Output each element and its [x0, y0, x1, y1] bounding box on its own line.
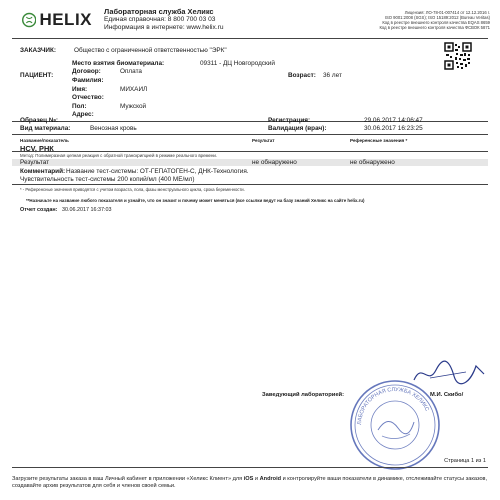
qr-code-icon	[444, 42, 472, 70]
place-value: 09311 - ДЦ Новгородский	[200, 60, 275, 67]
stamp-text: ЛАБОРАТОРНАЯ СЛУЖБА ХЕЛИКС	[356, 386, 430, 426]
patient-label: ПАЦИЕНТ:	[20, 72, 54, 79]
footer-text	[12, 476, 488, 490]
contract-label: Договор:	[72, 68, 101, 75]
comment-label: Комментарий:	[20, 168, 66, 175]
place-label: Место взятия биоматериала:	[72, 60, 165, 67]
footer-text-part-1: Загрузите результаты заказа в ваш Личный кабинет в приложении «Хеликс Клиент» для	[12, 476, 244, 482]
address-label: Адрес:	[72, 111, 94, 118]
material-label: Вид материала:	[20, 125, 71, 132]
material-value: Венозная кровь	[90, 125, 137, 132]
license-block	[310, 10, 490, 30]
license-line: Код в реестре внешнего контроля качества ФСВОК 5871	[379, 25, 490, 30]
age-label: Возраст:	[288, 72, 316, 79]
registration-value: 29.06.2017 14:06:47	[364, 117, 423, 124]
customer-label: ЗАКАЗЧИК:	[20, 47, 57, 54]
lab-contact-block	[104, 8, 224, 32]
header-divider	[12, 38, 488, 39]
comment-line-2: Чувствительность тест-системы 200 копий/мл (400 МЕ/мл)	[20, 176, 195, 183]
reference-note: * - Референсные значения приводятся с учетом возраста, пола, фазы менструального цикла, срока беременности.	[20, 187, 245, 192]
report-created-label: Отчет создан:	[20, 207, 58, 213]
footer-and: и	[253, 476, 260, 482]
sex-value: Мужской	[120, 103, 147, 110]
helix-logo	[22, 8, 92, 32]
sample-number-label: Образец №:	[20, 117, 59, 124]
table-row	[12, 159, 488, 166]
name-label: Имя:	[72, 86, 88, 93]
license-line: ISO 9001:2008 (SGS); ISO 15189:2012 (Bureau Veritas)	[384, 15, 490, 20]
head-of-lab-label: Заведующий лабораторией:	[262, 392, 345, 398]
customer-value: Общество с ограниченной ответственностью "ЭРК"	[74, 47, 227, 54]
lab-stamp-icon	[348, 378, 442, 472]
surname-label: Фамилия:	[72, 77, 104, 84]
column-reference-header: Референсные значения *	[350, 138, 408, 143]
license-line: Лицензия: ЛО-78-01-007414 от 12.12.2016 г.	[404, 10, 490, 15]
footer-android: Android	[259, 476, 282, 482]
result-row-name: Результат	[20, 159, 50, 166]
age-value: 36 лет	[323, 72, 342, 79]
validation-value: 30.06.2017 16:23:25	[364, 125, 423, 132]
brand-name: HELIX	[39, 10, 92, 29]
test-title: HCV, РНК	[20, 144, 54, 153]
report-created-value: 30.06.2017 16:37:03	[62, 207, 112, 213]
lab-phone: Единая справочная: 8 800 700 03 03	[104, 16, 216, 23]
patronymic-label: Отчество:	[72, 94, 104, 101]
result-row-value: не обнаружено	[252, 159, 297, 166]
column-result-header: Результат	[252, 138, 275, 143]
name-value: МИХАИЛ	[120, 86, 148, 93]
comment-line-1: Название тест-системы: ОТ-ГЕПАТОГЕН-С, ДНК-Технология.	[66, 168, 249, 175]
test-method: Метод: Полимеразная цепная реакция с обратной транскрипцией в режиме реального времени.	[20, 153, 218, 158]
test-divider	[12, 151, 488, 152]
warning-note: **Назначьте на название любого показателя и узнайте, что он значит и почему может меняться (все ссылки ведут на базу знаний Хеликс на сайте helix.ru)	[26, 198, 365, 203]
comment-divider	[12, 184, 488, 185]
helix-logo-icon	[22, 10, 36, 30]
registration-label: Регистрация:	[268, 117, 311, 124]
sample-divider	[12, 134, 488, 135]
license-line: Код в реестре внешнего контроля качества EQAS 8659	[382, 20, 490, 25]
sex-label: Пол:	[72, 103, 87, 110]
column-name-header: Название/показатель	[20, 138, 69, 143]
head-of-lab-name: М.И. Скибо/	[430, 392, 464, 398]
lab-site: Информация в интернете: www.helix.ru	[104, 24, 224, 31]
contract-value: Оплата	[120, 68, 142, 75]
result-row-reference: не обнаружено	[350, 159, 395, 166]
page-counter: Страница 1 из 1	[444, 458, 486, 464]
validation-label: Валидация (врач):	[268, 125, 327, 132]
footer-ios: iOS	[243, 476, 254, 482]
footer-divider	[12, 467, 488, 468]
footer-text-part-2: и контролируйте ваши показатели в динамике, отслеживайте статусы заказов, создавайте архив результатов для себя и членов своей семьи.	[12, 476, 488, 489]
lab-name: Лабораторная служба Хеликс	[104, 7, 214, 16]
signature-icon	[410, 358, 490, 388]
